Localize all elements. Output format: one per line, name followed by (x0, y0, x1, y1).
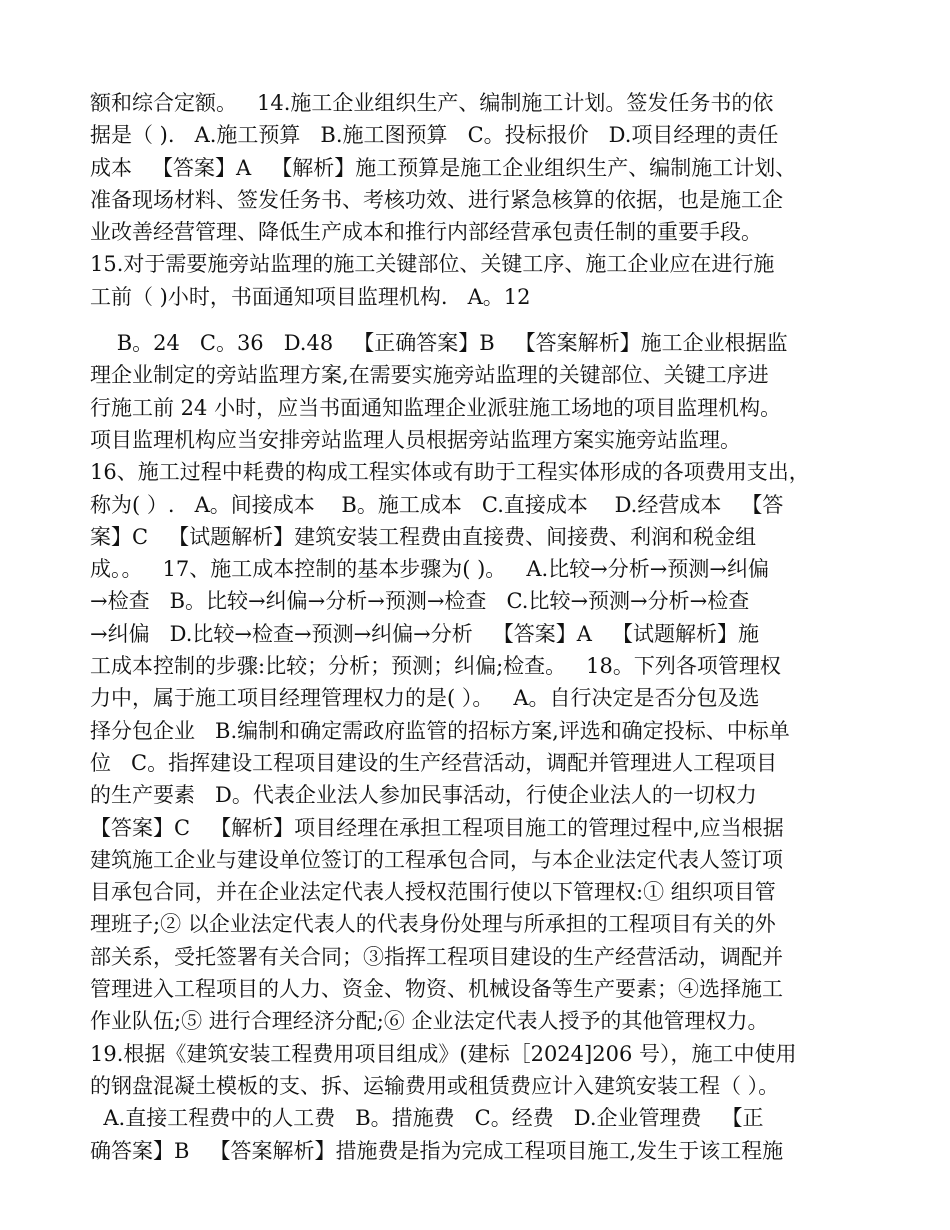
text-line: 工前（ )小时，书面通知项目监理机构. A。12 (90, 284, 531, 309)
text-line: 准备现场材料、签发任务书、考核功效、进行紧急核算的依据，也是施工企 (90, 187, 783, 212)
text-line: 管理进入工程项目的人力、资金、物资、机械设备等生产要素；④选择施工 (90, 977, 783, 1002)
paragraph-block-2 (90, 327, 880, 1167)
text-line: B。24 C。36 D.48 【正确答案】B 【答案解析】施工企业根据监 (90, 331, 788, 356)
text-line: 成本 【答案】A 【解析】施工预算是施工企业组织生产、编制施工计划、 (90, 155, 797, 180)
text-line: 位 C。指挥建设工程项目建设的生产经营活动，调配并管理进人工程项目 (90, 750, 778, 775)
text-line: 择分包企业 B.编制和确定需政府监管的招标方案,评选和确定投标、中标单 (90, 718, 790, 743)
text-line: 业改善经营管理、降低生产成本和推行内部经营承包责任制的重要手段。 (90, 220, 762, 245)
text-line: 部关系，受托签署有关合同；③指挥工程项目建设的生产经营活动，调配并 (90, 944, 783, 969)
text-line: →纠偏 D.比较→检查→预测→纠偏→分析 【答案】A 【试题解析】施 (90, 621, 759, 646)
document-page (90, 87, 880, 1167)
text-line: →检查 B。比较→纠偏→分析→预测→检查 C.比较→预测→分析→检查 (90, 589, 750, 614)
text-line: 称为( ）. A。间接成本 B。施工成本 C.直接成本 D.经营成本 【答 (90, 492, 784, 517)
text-line: 项目监理机构应当安排旁站监理人员根据旁站监理方案实施旁站监理。 (90, 427, 741, 452)
paragraph-gap (90, 313, 880, 327)
text-line: 据是（ ). A.施工预算 B.施工图预算 C。投标报价 D.项目经理的责任 (90, 123, 779, 148)
text-line: 力中，属于施工项目经理管理权力的是( ）。 A。自行决定是否分包及选 (90, 686, 760, 711)
text-line: 【答案】C 【解析】项目经理在承担工程项目施工的管理过程中,应当根据 (90, 815, 784, 840)
text-line: 成。。 17、施工成本控制的基本步骤为( )。 A.比较→分析→预测→纠偏 (90, 557, 769, 582)
text-line: A.直接工程费中的人工费 B。措施费 C。经费 D.企业管理费 【正 (90, 1106, 764, 1131)
text-line: 建筑施工企业与建设单位签订的工程承包合同，与本企业法定代表人签订项 (90, 847, 783, 872)
text-line: 额和综合定额。 14.施工企业组织生产、编制施工计划。签发任务书的依 (90, 91, 774, 115)
text-line: 作业队伍;⑤ 进行合理经济分配;⑥ 企业法定代表人授予的其他管理权力。 (90, 1009, 769, 1034)
text-line: 行施工前 24 小时，应当书面通知监理企业派驻施工场地的项目监理机构。 (90, 395, 782, 420)
text-line: 15.对于需要施旁站监理的施工关键部位、关键工序、施工企业应在进行施 (90, 252, 775, 277)
text-line: 目承包合同，并在企业法定代表人授权范围行使以下管理权:① 组织项目管 (90, 880, 776, 905)
text-line: 的钢盘混凝土模板的支、拆、运输费用或租赁费应计入建筑安装工程（ ）。 (90, 1073, 780, 1098)
text-line: 理班子;② 以企业法定代表人的代表身份处理与所承担的工程项目有关的外 (90, 912, 776, 937)
text-line: 19.根据《建筑安装工程费用项目组成》(建标［2024]206 号），施工中使用 (90, 1041, 797, 1066)
text-line: 的生产要素 D。代表企业法人参加民事活动，行使企业法人的一切权力 (90, 783, 757, 808)
text-line: 工成本控制的步骤:比较；分析；预测；纠偏;检查。 18。下列各项管理权 (90, 654, 781, 679)
text-line: 16、施工过程中耗费的构成工程实体或有助于工程实体形成的各项费用支出， (90, 460, 810, 485)
text-line: 理企业制定的旁站监理方案,在需要实施旁站监理的关键部位、关键工序进 (90, 363, 769, 388)
text-line: 案】C 【试题解析】建筑安装工程费由直接费、间接费、利润和税金组 (90, 524, 757, 549)
text-line: 确答案】B 【答案解析】措施费是指为完成工程项目施工,发生于该工程施 (90, 1138, 784, 1163)
paragraph-block-1 (90, 87, 880, 313)
